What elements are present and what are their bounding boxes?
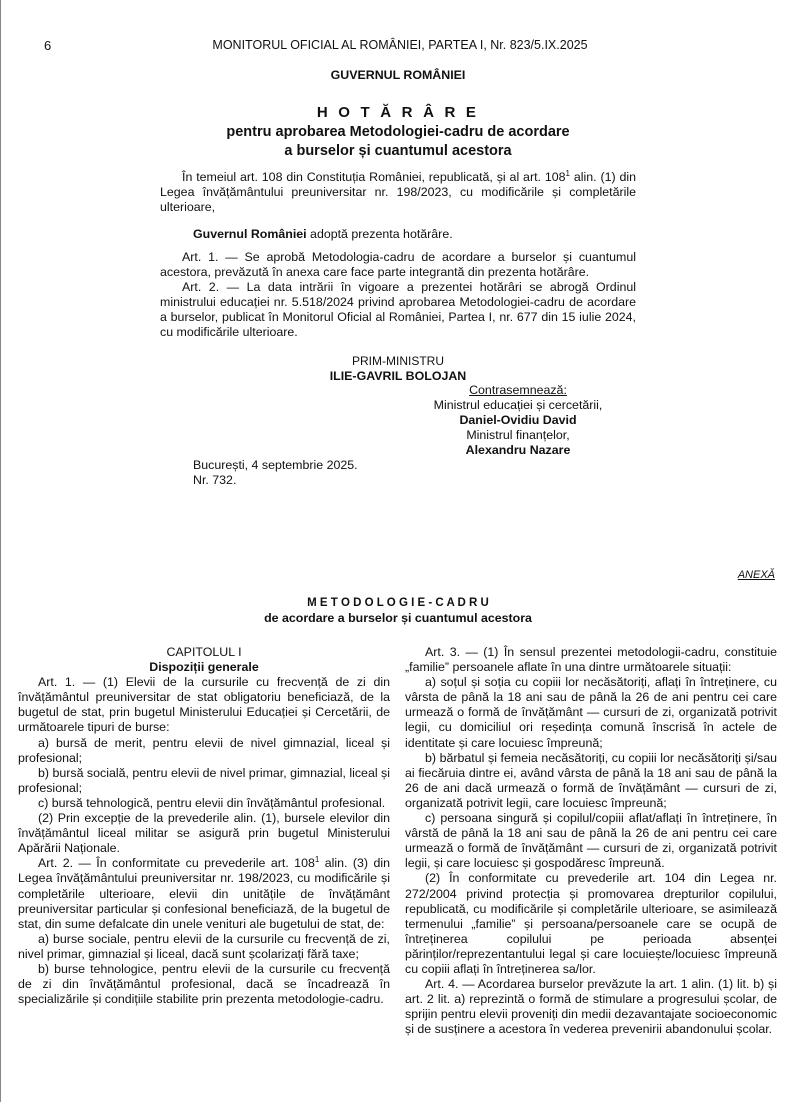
right-paragraph: b) bărbatul și femeia necăsătoriți, cu copiii lor necăsătoriți și/sau ai fiecăruia dintre ei, având vârsta de până la 18 ani sau de până la 26 de ani dacă urmează o formă de învățământ — cursuri de zi, organizată potrivit legii, care locuiesc împreună; bbox=[405, 750, 777, 810]
decision-title-line2: a burselor și cuantumul acestora bbox=[284, 143, 512, 159]
decision-title-line1: pentru aprobarea Metodologiei-cadru de acordare bbox=[226, 124, 570, 140]
minister2-name: Alexandru Nazare bbox=[465, 443, 571, 458]
chapter-heading: CAPITOLUL I bbox=[166, 645, 242, 659]
decision-number: Nr. 732. bbox=[193, 473, 237, 487]
preamble: În temeiul art. 108 din Constituția României, republicată, și al art. $108^1$ alin. (1) din Legea învățământului preuniversitar nr. 198/2023, cu modificările și completările ulterioare, bbox=[160, 168, 636, 215]
right-paragraph: (2) În conformitate cu prevederile art. 104 din Legea nr. 272/2004 privind protecția și promovarea drepturilor copilului, republicată, cu modificările și completările ulterioare, se asimilează termenului „familie” și persoana/persoanele care se ocupă de întreținerea copilului pe perioada absenței părinților/reprezentantului legal și care locuiește/locuiesc împreună cu copiii aflați în întreținerea sa/lor. bbox=[405, 871, 777, 976]
pm-name: ILIE-GAVRIL BOLOJAN bbox=[329, 369, 467, 383]
right-paragraph: a) soțul și soția cu copiii lor necăsătoriți, aflați în întreținere, cu vârsta de până la 18 ani sau de până la 26 de ani pentru cei care urmează o formă de învățământ — cursuri de zi, organizată potrivit legii, cu domiciliul ori reședința comună înscrisă în actele de identitate și care locuiesc împreună; bbox=[405, 675, 777, 750]
left-paragraph: b) burse tehnologice, pentru elevii de la cursurile cu frecvență de zi din învățământul profesional, dacă se încadrează în specializările și condițiile stabilite prin prezenta metodologie-cadru. bbox=[18, 961, 390, 1007]
annex-right-column bbox=[405, 645, 777, 1037]
countersign-label: Contrasemnează: bbox=[469, 383, 567, 397]
left-paragraph: b) bursă socială, pentru elevii de nivel primar, gimnazial, liceal și profesional; bbox=[18, 765, 390, 795]
issuer: GUVERNUL ROMÂNIEI bbox=[330, 68, 466, 82]
annex-title: M E T O D O L O G I E - C A D R U bbox=[307, 597, 489, 609]
left-paragraph: a) bursă de merit, pentru elevii de nivel gimnazial, liceal și profesional; bbox=[18, 735, 390, 765]
adoption-statement: Guvernul României adoptă prezenta hotărâre. bbox=[193, 227, 453, 241]
minister1-role: Ministrul educației și cercetării, bbox=[433, 398, 603, 413]
running-header: MONITORUL OFICIAL AL ROMÂNIEI, PARTEA I, Nr. 823/5.IX.2025 bbox=[212, 38, 588, 52]
decision-art2: Art. 2. — La data intrării în vigoare a prezentei hotărâri se abrogă Ordinul ministrului educației nr. 5.518/2024 privind aprobarea Metodologiei-cadru de acordare a burselor, publicat în Monitorul Oficial al României, Partea I, nr. 677 din 15 iulie 2024, cu modificările ulterioare. bbox=[160, 280, 636, 340]
pm-title: PRIM-MINISTRU bbox=[352, 354, 444, 368]
annex-left-column bbox=[18, 645, 390, 1007]
right-paragraph: Art. 3. — (1) În sensul prezentei metodologii-cadru, constituie „familie” persoanele aflate în una dintre următoarele situații: bbox=[405, 645, 777, 675]
left-paragraph: Art. 1. — (1) Elevii de la cursurile cu frecvență de zi din învățământul preuniversitar de stat obligatoriu beneficiază, de la bugetul de stat, prin bugetul Ministerului Educației și Cercetării, de următoarele tipuri de burse: bbox=[18, 675, 390, 735]
countersignatures bbox=[410, 383, 626, 458]
place-date: București, 4 septembrie 2025. bbox=[193, 458, 358, 472]
right-paragraph: c) persoana singură și copilul/copiii aflat/aflați în întreținere, în vârstă de până la 18 ani sau de până la 26 de ani pentru cei care urmează o formă de învățământ — cursuri de zi, organizată potrivit legii, și care locuiesc și gospodăresc împreună. bbox=[405, 811, 777, 871]
decision-type: H O T Ă R Â R E bbox=[316, 104, 480, 121]
left-paragraph: Art. 2. — În conformitate cu prevederile art. $108^1$ alin. (3) din Legea învățământului preuniversitar nr. 198/2023, cu modificările și completările ulterioare, elevii din unitățile de învățământ preuniversitar particular și confesional beneficiază, de la bugetul de stat, din sume defalcate din unele venituri ale bugetului de stat, de: bbox=[18, 855, 390, 931]
decision-art1: Art. 1. — Se aprobă Metodologia-cadru de acordare a burselor și cuantumul acestora, prevăzută în anexa care face parte integrantă din prezenta hotărâre. bbox=[160, 250, 636, 280]
left-paragraph: c) bursă tehnologică, pentru elevii din învățământul profesional. bbox=[38, 795, 386, 810]
left-paragraph: (2) Prin excepție de la prevederile alin. (1), bursele elevilor din învățământul liceal militar se asigură prin bugetul Ministerului Apărării Naționale. bbox=[18, 811, 390, 856]
page-edge bbox=[0, 0, 1, 1102]
annex-subtitle: de acordare a burselor și cuantumul acestora bbox=[264, 611, 532, 625]
minister1-name: Daniel-Ovidiu David bbox=[459, 413, 577, 428]
minister2-role: Ministrul finanțelor, bbox=[466, 428, 570, 443]
left-paragraph: a) burse sociale, pentru elevii de la cursurile cu frecvență de zi, nivel primar, gimnazial și liceal, dacă sunt școlarizați fără taxe; bbox=[18, 931, 390, 961]
chapter-title: Dispoziții generale bbox=[149, 660, 259, 675]
right-paragraph: Art. 4. — Acordarea burselor prevăzute la art. 1 alin. (1) lit. b) și art. 2 lit. a) reprezintă o formă de stimulare a progresului școlar, de sprijin pentru elevii proveniți din medii dezavantajate socioeconomic și de susținere a acestora în vederea prevenirii abandonului școlar. bbox=[405, 977, 777, 1037]
annex-label: ANEXĂ bbox=[737, 569, 775, 581]
page-number: 6 bbox=[44, 38, 52, 53]
